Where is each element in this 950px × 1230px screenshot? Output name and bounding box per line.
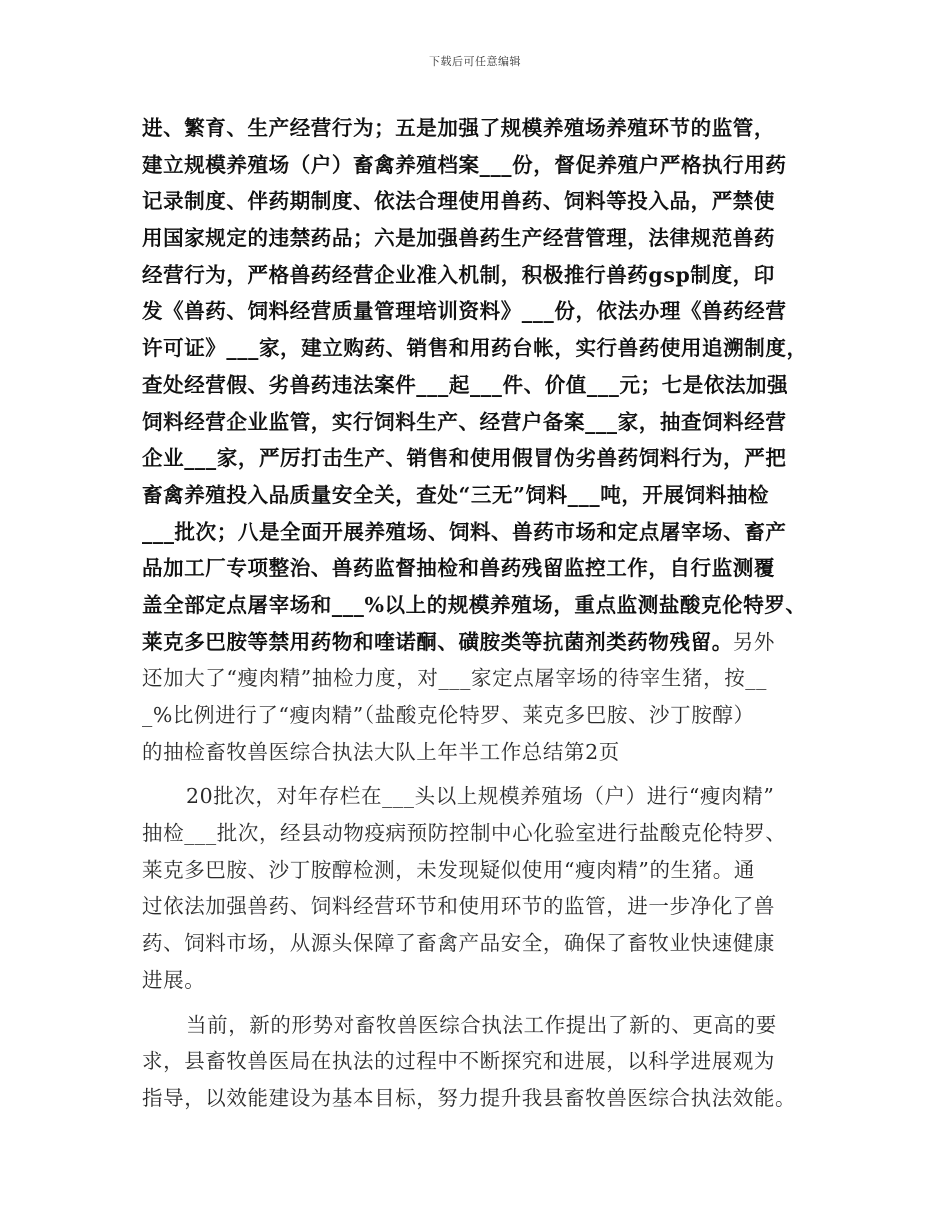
text-line: 用国家规定的违禁药品；六是加强兽药生产经营管理，法律规范兽药	[142, 226, 775, 251]
text-line: 的抽检畜牧兽医综合执法大队上年半工作总结第2页	[142, 739, 620, 764]
text-line: 饲料经营企业监管，实行饲料生产、经营户备案___家，抽查饲料经营	[142, 409, 787, 434]
text-line: 20批次，对年存栏在___头以上规模养殖场（户）进行“瘦肉精”	[186, 784, 775, 809]
paragraph-spacing	[142, 770, 822, 778]
text-line: 指导，以效能建设为基本目标，努力提升我县畜牧兽医综合执法效能。	[142, 1085, 797, 1110]
text-line: 药、饲料市场，从源头保障了畜禽产品安全，确保了畜牧业快速健康	[142, 931, 775, 956]
page-header: 下载后可任意编辑	[429, 55, 521, 68]
text-line: 记录制度、伴药期制度、依法合理使用兽药、饲料等投入品，严禁使	[142, 189, 775, 214]
text-line: 求，县畜牧兽医局在执法的过程中不断探究和进展，以科学进展观为	[142, 1049, 775, 1074]
text-line: 品加工厂专项整治、兽药监督抽检和兽药残留监控工作，自行监测覆	[142, 556, 775, 581]
paragraph-3	[142, 1007, 822, 1117]
text-line: 莱克多巴胺、沙丁胺醇检测，未发现疑似使用“瘦肉精”的生猪。通	[142, 857, 755, 882]
text-line: 经营行为，严格兽药经营企业准入机制，积极推行兽药gsp制度，印	[142, 262, 775, 287]
text-line: ___批次；八是全面开展养殖场、饲料、兽药市场和定点屠宰场、畜产	[142, 519, 787, 544]
text-line: 畜禽养殖投入品质量安全关，查处“三无”饲料___吨，开展饲料抽检	[142, 482, 770, 507]
document-body	[142, 110, 822, 1117]
text-line: 进、繁育、生产经营行为；五是加强了规模养殖场养殖环节的监管，	[142, 116, 775, 140]
text-line: 还加大了“瘦肉精”抽检力度，对___家定点屠宰场的待宰生猪，按__	[142, 666, 768, 691]
text-line: 许可证》___家，建立购药、销售和用药台帐，实行兽药使用追溯制度，	[142, 336, 808, 361]
text-segment: 另外	[732, 629, 776, 654]
text-line: _%比例进行了“瘦肉精”（盐酸克伦特罗、莱克多巴胺、沙丁胺醇）	[142, 703, 755, 727]
text-line: 发《兽药、饲料经营质量管理培训资料》___份，依法办理《兽药经营	[142, 299, 787, 324]
text-line: 过依法加强兽药、饲料经营环节和使用环节的监管，进一步净化了兽	[142, 894, 775, 919]
paragraph-2	[142, 778, 822, 998]
text-line: 建立规模养殖场（户）畜禽养殖档案___份，督促养殖户严格执行用药	[142, 152, 787, 177]
text-line: 查处经营假、劣兽药违法案件___起___件、价值___元；七是依法加强	[142, 372, 789, 397]
text-line: 莱克多巴胺等禁用药物和喹诺酮、磺胺类等抗菌剂类药物残留。另外	[142, 629, 776, 654]
paragraph-spacing	[142, 999, 822, 1007]
paragraph-1	[142, 110, 822, 770]
text-line: 盖全部定点屠宰场和___%以上的规模养殖场，重点监测盐酸克伦特罗、	[142, 592, 807, 617]
text-line: 进展。	[142, 967, 206, 992]
text-line: 当前，新的形势对畜牧兽医综合执法工作提出了新的、更高的要	[186, 1012, 777, 1037]
text-line: 抽检___批次，经县动物疫病预防控制中心化验室进行盐酸克伦特罗、	[142, 821, 787, 846]
text-line: 企业___家，严厉打击生产、销售和使用假冒伪劣兽药饲料行为，严把	[142, 446, 787, 471]
